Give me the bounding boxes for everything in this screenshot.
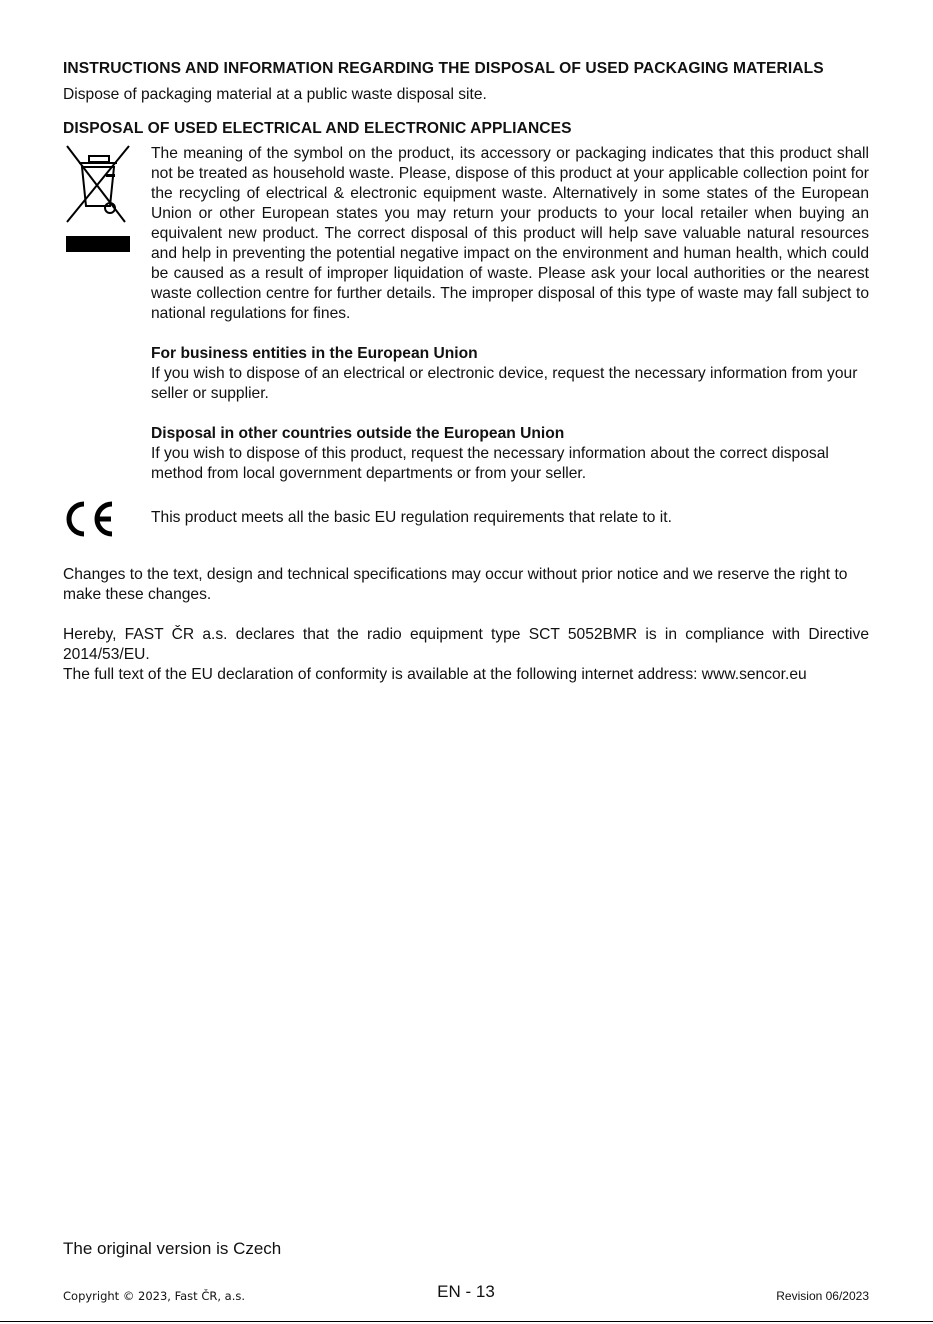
outside-eu-text: If you wish to dispose of this product, request the necessary information about the correct disposal method from local government departments or from your seller. — [151, 445, 829, 482]
original-version-note: The original version is Czech — [63, 1239, 282, 1258]
weee-section-text: The meaning of the symbol on the product, its accessory or packaging indicates that this product shall not be treated as household waste. Please, dispose of this product at your applicable collection point for the recycling of electrical & electronic equipment waste. Alternatively in some states of the European Union or other European states you may return your products to your local retailer when buying an equivalent new product. The correct disposal of this product will help save valuable natural resources and help in preventing the potential negative impact on the environment and human health, which could be caused as a result of improper liquidation of waste. Please ask your local authorities or the nearest waste collection centre for further details. The improper disposal of this type of waste may fall subject to national regulations for fines. — [151, 145, 869, 322]
business-entities-title: For business entities in the European Union — [151, 345, 478, 362]
document-body — [63, 58, 869, 685]
ce-compliance-text: This product meets all the basic EU regulation requirements that relate to it. — [151, 509, 672, 526]
page-number: EN - 13 — [437, 1282, 495, 1301]
packaging-section-text: Dispose of packaging material at a public waste disposal site. — [63, 86, 487, 103]
conformity-text: The full text of the EU declaration of conformity is available at the following internet address: www.sencor.eu — [63, 666, 807, 683]
page-footer — [63, 1283, 869, 1305]
revision: Revision 06/2023 — [776, 1289, 869, 1303]
declaration-text: Hereby, FAST ČR a.s. declares that the radio equipment type SCT 5052BMR is in compliance with Directive 2014/53/EU. — [63, 626, 869, 663]
ce-mark-icon — [63, 497, 119, 541]
crossed-out-wheelie-bin-icon — [63, 144, 135, 254]
changes-notice: Changes to the text, design and technical specifications may occur without prior notice and we reserve the right to make these changes. — [63, 566, 848, 603]
ce-section — [63, 505, 869, 545]
weee-section — [63, 144, 869, 484]
outside-eu-title: Disposal in other countries outside the European Union — [151, 425, 565, 442]
declaration-block — [63, 625, 869, 685]
bottom-divider — [0, 1321, 933, 1322]
business-entities-text: If you wish to dispose of an electrical or electronic device, request the necessary information from your seller or supplier. — [151, 365, 858, 402]
packaging-section-title: INSTRUCTIONS AND INFORMATION REGARDING THE DISPOSAL OF USED PACKAGING MATERIALS — [63, 60, 824, 77]
weee-section-title: DISPOSAL OF USED ELECTRICAL AND ELECTRONIC APPLIANCES — [63, 120, 572, 137]
copyright: Copyright © 2023, Fast ČR, a.s. — [63, 1289, 246, 1303]
